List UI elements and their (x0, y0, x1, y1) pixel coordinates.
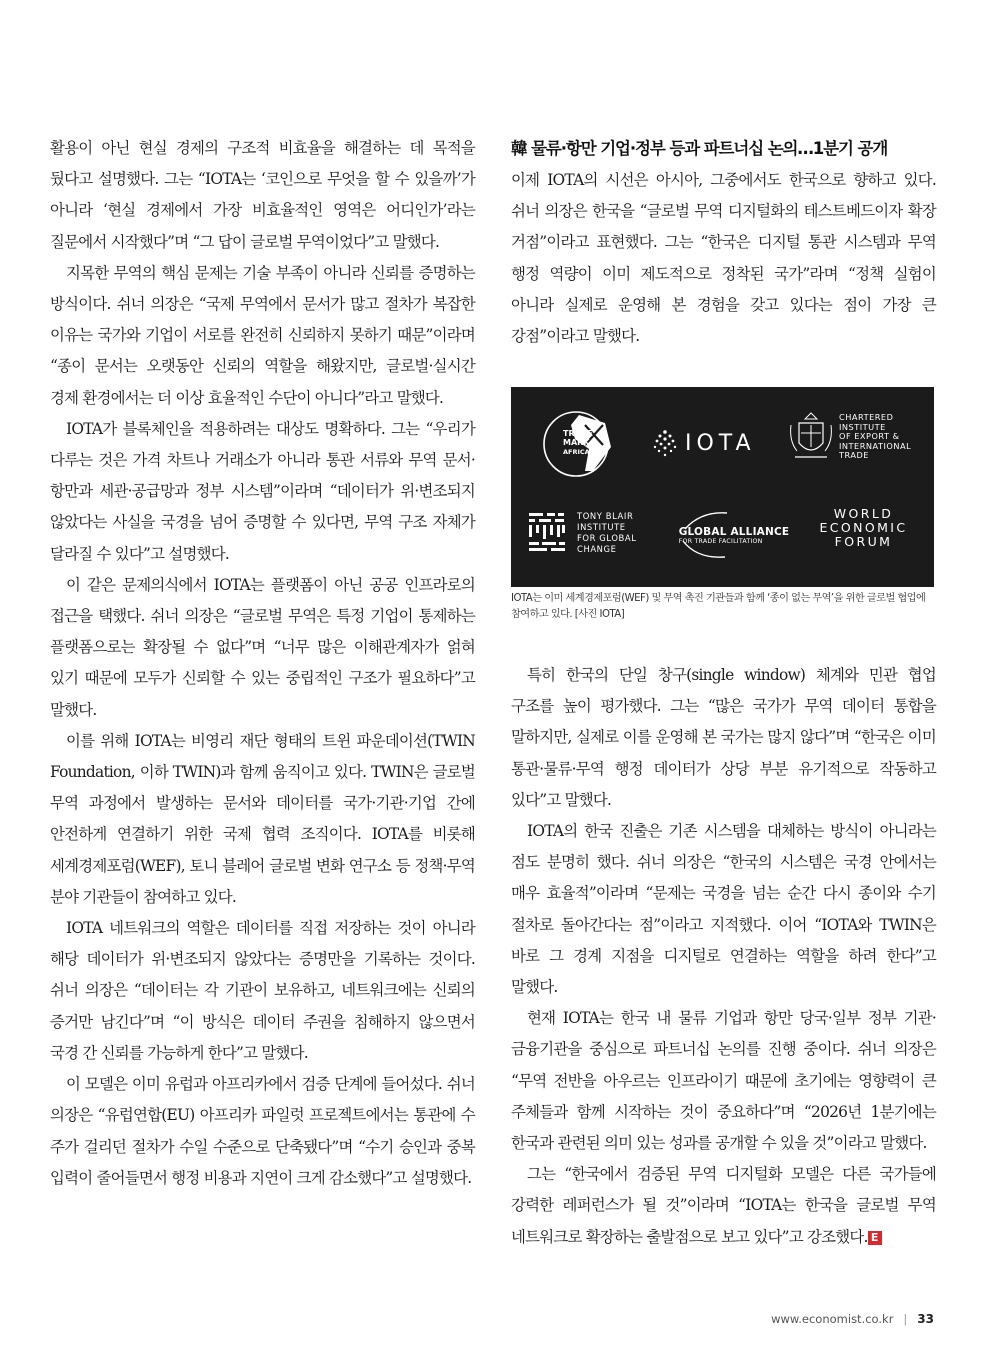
tbi-logo-text (577, 511, 636, 555)
article-paragraph: 이 같은 문제의식에서 IOTA는 플랫폼이 아닌 공공 인프라로의 접근을 택했다. 쉬너 의장은 “글로벌 무역은 특정 기업이 통제하는 플랫폼으로는 확장될 수 없다”며 “너무 많은 이해관계자가 얽혀 있기 때문에 모두가 신뢰할 수 있는 중립적인 구조가 필요하다”고 말했다. (50, 575, 475, 719)
tbi-line: FOR GLOBAL (577, 533, 637, 543)
ciexit-line: INTERNATIONAL (839, 440, 912, 451)
left-column (50, 133, 475, 1194)
end-mark-icon: E (868, 1231, 882, 1245)
tony-blair-institute-logo (527, 511, 636, 555)
global-alliance-line: GLOBAL ALLIANCE (678, 525, 790, 538)
tbi-pattern-icon (527, 511, 567, 555)
ciexit-line: CHARTERED (839, 412, 894, 423)
iota-dots-icon (651, 429, 679, 457)
article-paragraph: IOTA가 블록체인을 적용하려는 대상도 명확하다. 그는 “우리가 다루는 것은 가격 차트나 거래소가 아니라 통관 서류와 무역 문서·항만과 세관·공급망과 정부 시스템”이라며 “데이터가 위·변조되지 않았다는 사실을 국경을 넘어 증명할 수 있다면, 무역 구조 자체가 달라질 수 있다”고 설명했다. (50, 419, 475, 563)
wef-logo (811, 507, 916, 549)
article-paragraph: 이 모델은 이미 유럽과 아프리카에서 검증 단계에 들어섰다. 쉬너 의장은 “유럽연합(EU) 아프리카 파일럿 프로젝트에서는 통관에 수 주가 걸리던 절차가 수일 수준으로 단축됐다”며 “수기 승인과 중복 입력이 줄어들면서 행정 비용과 지연이 크게 감소했다”고 설명했다. (50, 1075, 475, 1187)
wef-line: ECONOMIC (819, 520, 908, 535)
wef-line: FORUM (834, 534, 893, 549)
page-footer (771, 1312, 934, 1326)
article-paragraph: 이를 위해 IOTA는 비영리 재단 형태의 트윈 파운데이션(TWIN Foundation, 이하 TWIN)과 함께 움직이고 있다. TWIN은 글로벌 무역 과정에서 발생하는 문서와 데이터를 국가·기관·기업 간에 안전하게 연결하기 위한 국제 협력 조직이다. IOTA를 비롯해 세계경제포럼(WEF), 토니 블레어 글로벌 변화 연구소 등 정책·무역 분야 기관들이 참여하고 있다. (50, 731, 475, 906)
ciexit-logo (787, 411, 911, 463)
trademark-africa-emblem-icon (535, 409, 617, 479)
global-alliance-text (673, 526, 790, 545)
ciexit-line: OF EXPORT & (839, 431, 900, 442)
wef-line: WORLD (833, 506, 894, 521)
ciexit-line: INSTITUTE (839, 421, 886, 432)
footer-separator: | (903, 1312, 908, 1326)
tbi-line: INSTITUTE (577, 522, 626, 532)
article-paragraph: 지목한 무역의 핵심 문제는 기술 부족이 아니라 신뢰를 증명하는 방식이다. 쉬너 의장은 “국제 무역에서 문서가 많고 절차가 복잡한 이유는 국가와 기업이 서로를 완전히 신뢰하지 못하기 때문”이라며 “종이 문서는 오랫동안 신뢰의 역할을 해왔지만, 글로벌·실시간 경제 환경에서는 더 이상 효율적인 수단이 아니다”라고 말했다. (50, 263, 475, 407)
article-paragraph: IOTA 네트워크의 역할은 데이터를 직접 저장하는 것이 아니라 해당 데이터가 위·변조되지 않았다는 증명만을 기록하는 것이다. 쉬너 의장은 “데이터는 각 기관이 보유하고, 네트워크에는 신뢰의 증거만 남긴다”며 “이 방식은 데이터 주권을 침해하지 않으면서 국경 간 신뢰를 가능하게 한다”고 말했다. (50, 919, 475, 1062)
photo-caption: IOTA는 이미 세계경제포럼(WEF) 및 무역 촉진 기관들과 함께 ‘종이 없는 무역’을 위한 글로벌 협업에 참여하고 있다. [사진 IOTA] (511, 593, 926, 620)
iota-logo (651, 429, 756, 457)
footer-url: www.economist.co.kr (771, 1312, 894, 1326)
tbi-line: CHANGE (577, 544, 617, 554)
global-alliance-line: FOR TRADE FACILITATION (678, 537, 763, 545)
closing-paragraph-text: 그는 “한국에서 검증된 무역 디지털화 모델은 다른 국가들에 강력한 레퍼런스가 될 것”이라며 “IOTA는 한국을 글로벌 무역 네트워크로 확장하는 출발점으로 보고 있다”고 강조했다. (511, 1165, 936, 1246)
iota-logo-text: IOTA (685, 430, 756, 456)
trademark-logo-line: AFRICA (563, 448, 590, 456)
section-subheading: 韓 물류·항만 기업·정부 등과 파트너십 논의…1분기 공개 (511, 139, 888, 158)
article-paragraph: 특히 한국의 단일 창구(single window) 체계와 민관 협업 구조를 높이 평가했다. 그는 “많은 국가가 무역 데이터 통합을 말하지만, 실제로 이를 운영해 본 국가는 많지 않다”며 “한국은 이미 통관·물류·무역 행정 데이터가 상당 부분 유기적으로 작동하고 있다”고 말했다. (511, 666, 936, 809)
article-paragraph: 활용이 아닌 현실 경제의 구조적 비효율을 해결하는 데 목적을 뒀다고 설명했다. 그는 “IOTA는 ‘코인으로 무엇을 할 수 있을까’가 아니라 ‘현실 경제에서 가장 비효율적인 영역은 어디인가’라는 질문에서 시작했다”며 “그 답이 글로벌 무역이었다”고 말했다. (50, 139, 475, 251)
article-paragraph: IOTA의 한국 진출은 기존 시스템을 대체하는 방식이 아니라는 점도 분명히 했다. 쉬너 의장은 “한국의 시스템은 국경 안에서는 매우 효율적”이라며 “문제는 국경을 넘는 순간 다시 종이와 수기 절차로 돌아간다는 점”이라고 지적했다. 이어 “IOTA와 TWIN은 바로 그 경계 지점을 디지털로 연결하는 역할을 하려 한다”고 말했다. (511, 822, 936, 997)
crest-icon (787, 411, 835, 463)
partner-logos-photo (511, 387, 934, 587)
global-alliance-logo (671, 509, 791, 561)
article-paragraph (511, 1159, 936, 1253)
trademark-africa-logo (535, 409, 617, 479)
right-column-top (511, 133, 936, 352)
article-paragraph: 현재 IOTA는 한국 내 물류 기업과 항만 당국·일부 정부 기관·금융기관을 중심으로 파트너십 논의를 진행 중이다. 쉬너 의장은 “무역 전반을 아우르는 인프라이기 때문에 초기에는 영향력이 큰 주체들과 함께 시작하는 것이 중요하다”며 “2026년 1분기에는 한국과 관련된 의미 있는 성과를 공개할 수 있을 것”이라고 말했다. (511, 1009, 936, 1153)
ciexit-line: TRADE (839, 450, 869, 461)
page-number: 33 (917, 1312, 934, 1326)
right-column-bottom (511, 660, 936, 1253)
article-paragraph: 이제 IOTA의 시선은 아시아, 그중에서도 한국으로 향하고 있다. 쉬너 의장은 한국을 “글로벌 무역 디지털화의 테스트베드이자 확장 거점”이라고 표현했다. 그는 “한국은 디지털 통관 시스템과 무역 행정 역량이 이미 제도적으로 정착된 국가”라며 “정책 실험이 아니라 실제로 운영해 본 경험을 갖고 있다는 점이 가장 큰 강점”이라고 말했다. (511, 171, 936, 346)
trademark-logo-line: MARK (563, 438, 590, 447)
tbi-line: TONY BLAIR (577, 511, 634, 521)
trademark-logo-line: TRADE (563, 429, 593, 438)
ciexit-logo-text (839, 413, 911, 461)
